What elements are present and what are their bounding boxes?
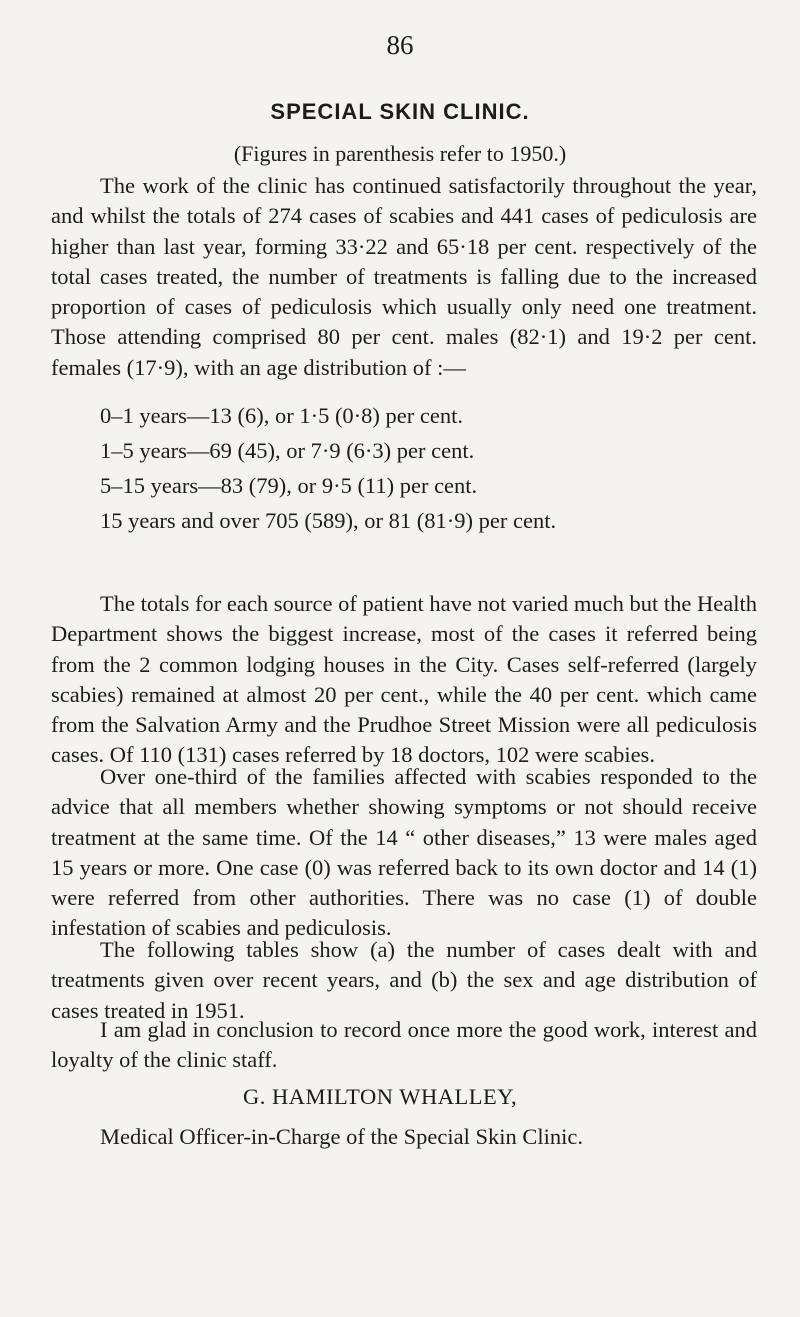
age-distribution-item: 15 years and over 705 (589), or 81 (81·9) per cent. (100, 508, 557, 533)
age-distribution-item: 5–15 years—83 (79), or 9·5 (11) per cent. (100, 473, 478, 498)
age-distribution-item: 1–5 years—69 (45), or 7·9 (6·3) per cent. (100, 438, 475, 463)
page-title: SPECIAL SKIN CLINIC. (270, 99, 530, 124)
page-number: 86 (386, 30, 414, 60)
signature-name: G. HAMILTON WHALLEY, (243, 1084, 518, 1109)
conclusion-paragraph: I am glad in conclusion to record once more the good work, interest and loyalty of the clinic staff. (51, 1017, 757, 1073)
page-subtitle: (Figures in parenthesis refer to 1950.) (233, 141, 567, 166)
intro-paragraph: The work of the clinic has continued satisfactorily throughout the year, and whilst the totals of 274 cases of scabies and 441 cases of pediculosis are higher than last year, forming 33·22 and 65·18 per cent. respectively of the total cases treated, the number of treatments is falling due to the increased proportion of cases of pediculosis which usually only need one treatment. Those attending comprised 80 per cent. males (82·1) and 19·2 per cent. females (17·9), with an age distribution of :— (51, 173, 757, 380)
signature-title: Medical Officer-in-Charge of the Special Skin Clinic. (100, 1124, 583, 1149)
sources-paragraph: The totals for each source of patient have not varied much but the Health Department shows the biggest increase, most of the cases it referred being from the 2 common lodging houses in the City. Cases self-referred (largely scabies) remained at almost 20 per cent., while the 40 per cent. which came from the Salvation Army and the Prudhoe Street Mission were all pediculosis cases. Of 110 (131) cases referred by 18 doctors, 102 were scabies. (51, 591, 757, 768)
age-distribution-list (100, 398, 556, 538)
age-distribution-item: 0–1 years—13 (6), or 1·5 (0·8) per cent. (100, 403, 463, 428)
families-paragraph: Over one-third of the families affected with scabies responded to the advice that all members whether showing symptoms or not should receive treatment at the same time. Of the 14 “ other diseases,” 13 were males aged 15 years or more. One case (0) was referred back to its own doctor and 14 (1) were referred from other authorities. There was no case (1) of double infestation of scabies and pediculosis. (51, 764, 757, 941)
tables-paragraph: The following tables show (a) the number of cases dealt with and treatments given over recent years, and (b) the sex and age distribution of cases treated in 1951. (51, 937, 757, 1023)
